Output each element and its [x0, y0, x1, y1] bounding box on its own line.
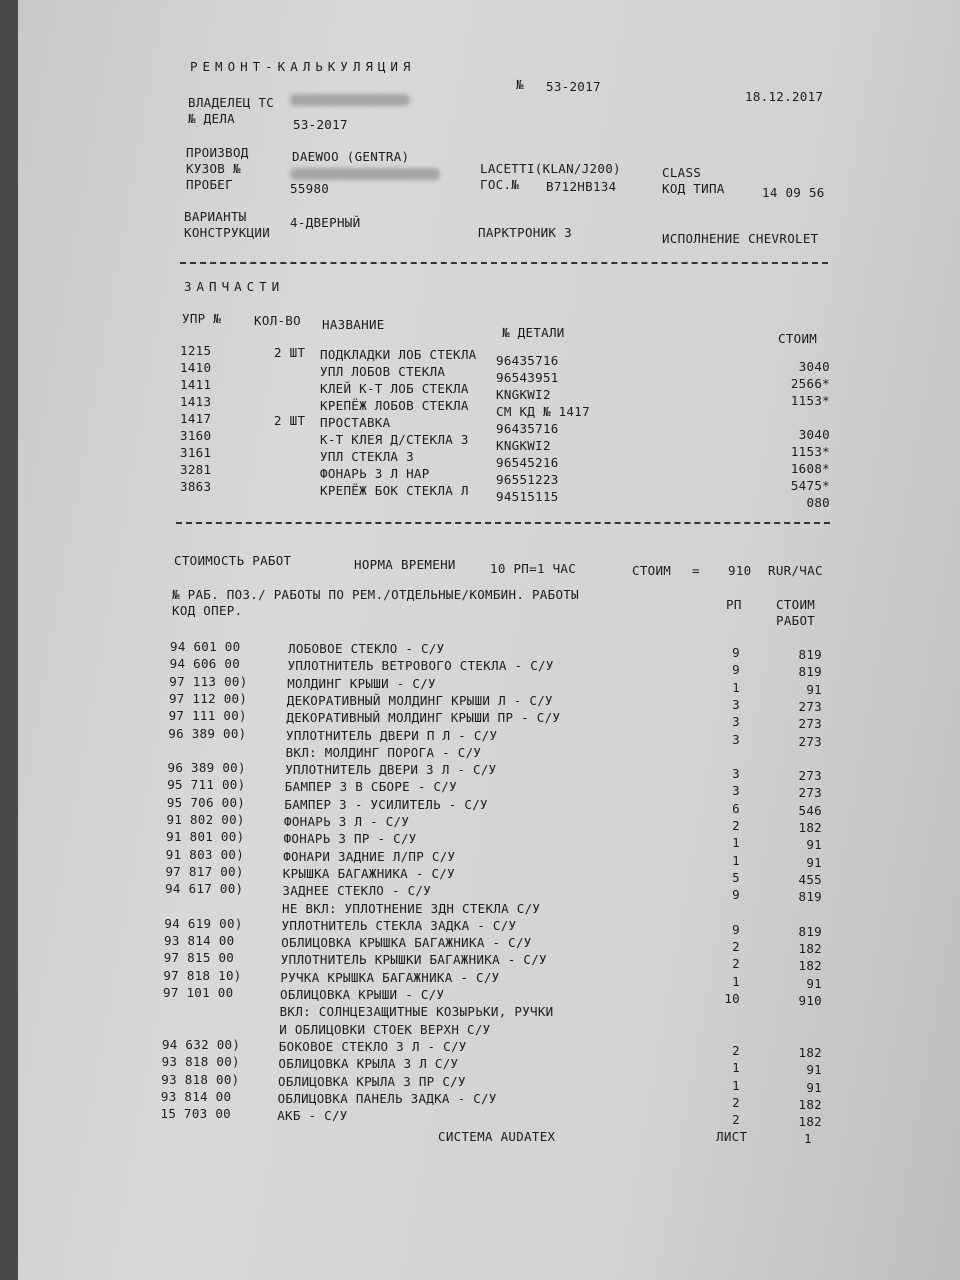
class-label: CLASS [662, 165, 702, 180]
work-description: УПЛОТНИТЕЛЬ ДВЕРИ З Л - С/У [285, 762, 497, 778]
works-col-cost-2: РАБОТ [776, 613, 816, 628]
part-name: ПОДКЛАДКИ ЛОБ СТЕКЛА [320, 347, 477, 362]
work-op-code: 97 815 00 [163, 950, 235, 966]
part-code: 3863 [180, 479, 212, 494]
works-col-cost-1: СТОИМ [776, 597, 816, 612]
work-description: КРЫШКА БАГАЖНИКА - С/У [282, 865, 455, 881]
part-cost: 1608* [790, 461, 830, 476]
parts-col-cost: СТОИМ [778, 331, 818, 346]
work-rp: 1 [732, 973, 740, 989]
work-rp: 1 [732, 852, 740, 868]
work-op-code: 97 112 00) [168, 690, 248, 706]
work-op-code: 95 706 00) [166, 794, 246, 810]
mileage-value: 55980 [290, 181, 330, 196]
work-cost: 91 [806, 1079, 822, 1095]
document-title: РЕМОНТ-КАЛЬКУЛЯЦИЯ [190, 59, 416, 74]
type-code-value: 14 09 56 [762, 185, 825, 200]
part-number: 96435716 [496, 353, 559, 368]
work-cost: 182 [798, 1114, 822, 1130]
part-cost: 1153* [790, 393, 830, 408]
type-code-label: КОД ТИПА [662, 181, 725, 196]
work-description: ОБЛИЦОВКА ПАНЕЛЬ ЗАДКА - С/У [277, 1090, 497, 1106]
work-description: БАМПЕР З - УСИЛИТЕЛЬ - С/У [284, 796, 488, 812]
part-cost: 3040 [798, 359, 830, 374]
work-op-code: 94 617 00) [165, 881, 244, 897]
work-op-code: 96 389 00) [168, 725, 247, 741]
work-op-code: 95 711 00) [167, 777, 246, 793]
footer-sheet-label: ЛИСТ [716, 1129, 748, 1144]
owner-label: ВЛАДЕЛЕЦ ТС [188, 95, 275, 110]
rate-equals: = [692, 563, 700, 578]
part-number: 96435716 [496, 421, 559, 436]
title-number-sign: № [516, 77, 524, 92]
part-name: УПЛ СТЕКЛА З [320, 449, 414, 464]
work-rp: 3 [732, 731, 740, 747]
work-rp: 9 [732, 921, 740, 937]
work-description: ФОНАРЬ З Л - С/У [284, 814, 410, 829]
parts-title: ЗАПЧАСТИ [184, 279, 285, 294]
work-rp: 9 [732, 662, 740, 678]
work-cost: 273 [798, 785, 822, 801]
work-description: ДЕКОРАТИВНЫЙ МОЛДИНГ КРЫШИ ПР - С/У [286, 710, 561, 726]
variants-value: 4-ДВЕРНЫЙ [290, 215, 361, 230]
part-number: KNGKWI2 [496, 387, 551, 402]
part-cost: 080 [806, 495, 830, 510]
redacted-owner [290, 94, 410, 106]
variants-label: ВАРИАНТЫ [184, 209, 247, 224]
work-op-code: 91 802 00) [166, 812, 245, 827]
work-rp: 9 [732, 887, 740, 903]
part-name: КЛЕЙ К-Т ЛОБ СТЕКЛА [320, 381, 469, 396]
work-description: УПЛОТНИТЕЛЬ ДВЕРИ П Л - С/У [286, 727, 498, 743]
work-description: И ОБЛИЦОВКИ СТОЕК ВЕРХН С/У [279, 1021, 491, 1037]
work-description: УПЛОТНИТЕЛЬ СТЕКЛА ЗАДКА - С/У [281, 917, 517, 933]
work-cost: 819 [798, 647, 822, 662]
work-op-code: 93 814 00 [160, 1088, 232, 1104]
plate-label: ГОС.№ [480, 177, 520, 192]
work-description: ФОНАРИ ЗАДНИЕ Л/ПР С/У [283, 848, 456, 864]
parts-col-name: НАЗВАНИЕ [322, 317, 385, 332]
work-rp: 3 [732, 766, 740, 782]
parts-col-part-no: № ДЕТАЛИ [502, 325, 565, 340]
works-col-header-2: КОД ОПЕР. [172, 603, 243, 618]
work-cost: 819 [798, 889, 822, 905]
work-rp: 2 [732, 1112, 740, 1128]
work-description: ФОНАРЬ З ПР - С/У [283, 831, 417, 847]
part-code: 1417 [180, 411, 212, 426]
work-cost: 819 [798, 664, 822, 680]
redacted-vin [290, 168, 440, 180]
case-label: № ДЕЛА [188, 111, 235, 126]
manufacturer-label: ПРОИЗВОД [186, 145, 249, 160]
work-cost: 91 [806, 1062, 822, 1078]
plate-value: В712НВ134 [546, 179, 617, 194]
norm-label: НОРМА ВРЕМЕНИ [354, 557, 456, 572]
part-number: 96551223 [496, 472, 559, 487]
part-number: СМ КД № 1417 [496, 404, 590, 419]
execution: ИСПОЛНЕНИЕ CHEVROLET [662, 231, 819, 246]
work-cost: 91 [806, 681, 822, 697]
mileage-label: ПРОБЕГ [186, 177, 233, 192]
work-rp: 5 [732, 869, 740, 885]
work-description: ОБЛИЦОВКА КРЫШИ - С/У [280, 987, 445, 1002]
work-cost: 91 [806, 854, 822, 870]
work-cost: 182 [798, 941, 822, 957]
work-cost: 182 [798, 958, 822, 974]
part-number: 96543951 [496, 370, 559, 385]
work-op-code: 91 803 00) [165, 846, 245, 862]
divider-header [180, 262, 828, 264]
work-op-code: 94 606 00 [169, 656, 241, 672]
manufacturer-value: DAEWOO (GENTRA) [292, 149, 410, 164]
work-description: БОКОВОЕ СТЕКЛО З Л - С/У [278, 1038, 467, 1054]
work-op-code: 97 113 00) [169, 673, 248, 689]
rate-value: 910 [728, 563, 752, 578]
work-description: НЕ ВКЛ: УПЛОТНЕНИЕ ЗДН СТЕКЛА С/У [282, 900, 541, 916]
work-description: БАМПЕР З В СБОРЕ - С/У [284, 779, 457, 795]
parts-col-code: УПР № [182, 311, 222, 326]
part-cost: 2566* [790, 376, 830, 391]
title-number: 53-2017 [546, 79, 601, 94]
divider-parts [176, 522, 830, 524]
work-rp: 3 [732, 783, 740, 799]
work-op-code: 93 818 00) [161, 1054, 240, 1070]
work-rp: 1 [732, 835, 740, 851]
work-rp: 2 [732, 1042, 740, 1058]
part-name: ПРОСТАВКА [320, 415, 391, 430]
rate-label: СТОИМ [632, 563, 672, 578]
document-date: 18.12.2017 [745, 89, 824, 104]
works-col-rp: РП [726, 597, 742, 612]
model-value: LACETTI(KLAN/J200) [480, 161, 621, 176]
work-cost: 273 [798, 768, 822, 784]
body-label: КУЗОВ № [186, 161, 241, 176]
work-description: ОБЛИЦОВКА КРЫШКА БАГАЖНИКА - С/У [281, 935, 532, 951]
part-cost: 1153* [790, 444, 830, 459]
work-rp: 2 [732, 956, 740, 972]
work-cost: 273 [798, 716, 822, 732]
work-description: УПЛОТНИТЕЛЬ КРЫШКИ БАГАЖНИКА - С/У [280, 952, 547, 968]
work-cost: 455 [798, 871, 822, 887]
rate-unit: RUR/ЧАС [768, 563, 823, 578]
work-rp: 6 [732, 800, 740, 816]
work-description: ОБЛИЦОВКА КРЫЛА З ПР С/У [278, 1073, 466, 1089]
part-code: 1411 [180, 377, 212, 392]
part-code: 1215 [180, 343, 212, 358]
part-name: КРЕПЁЖ ЛОБОВ СТЕКЛА [320, 398, 469, 413]
work-cost: 91 [806, 837, 822, 853]
work-op-code: 97 817 00) [165, 863, 244, 879]
work-rp: 3 [732, 714, 740, 730]
work-rp: 1 [732, 679, 740, 695]
work-op-code: 94 619 00) [164, 915, 243, 931]
work-cost: 182 [798, 820, 822, 835]
part-code: 1413 [180, 394, 212, 409]
work-description: ОБЛИЦОВКА КРЫЛА З Л С/У [278, 1056, 459, 1072]
work-rp: 1 [732, 1077, 740, 1093]
work-op-code: 94 601 00 [170, 639, 241, 654]
work-cost: 546 [798, 802, 822, 818]
part-code: 3160 [180, 428, 212, 443]
part-code: 3281 [180, 462, 212, 477]
work-cost: 273 [798, 698, 822, 714]
work-description: УПЛОТНИТЕЛЬ ВЕТРОВОГО СТЕКЛА - С/У [287, 658, 554, 674]
work-rp: 2 [732, 939, 740, 955]
case-value: 53-2017 [293, 117, 348, 132]
work-op-code: 97 818 10) [163, 967, 242, 983]
work-rp: 2 [732, 1094, 740, 1110]
part-qty: 2 ШТ [274, 345, 306, 360]
document-page [18, 0, 960, 1280]
work-description: ДЕКОРАТИВНЫЙ МОЛДИНГ КРЫШИ Л - С/У [286, 692, 553, 708]
part-code: 1410 [180, 360, 212, 375]
work-cost: 91 [806, 975, 822, 991]
footer-sheet-number: 1 [804, 1131, 812, 1146]
work-cost: 819 [798, 923, 822, 939]
work-rp: 3 [732, 696, 740, 712]
part-cost: 3040 [798, 427, 830, 442]
part-cost: 5475* [790, 478, 830, 493]
parktronic: ПАРКТРОНИК З [478, 225, 572, 240]
part-name: ФОНАРЬ З Л НАР [320, 466, 430, 481]
work-description: ВКЛ: СОЛНЦЕЗАЩИТНЫЕ КОЗЫРЬКИ, РУЧКИ [279, 1004, 554, 1020]
work-cost: 273 [798, 733, 822, 749]
part-number: 96545216 [496, 455, 559, 470]
work-op-code: 91 801 00) [166, 829, 245, 845]
part-name: КРЕПЁЖ БОК СТЕКЛА Л [320, 483, 469, 498]
part-name: К-Т КЛЕЯ Д/СТЕКЛА З [320, 432, 469, 447]
part-code: 3161 [180, 445, 212, 460]
binder-edge [0, 0, 18, 1280]
part-qty: 2 ШТ [274, 413, 306, 428]
part-number: KNGKWI2 [496, 438, 551, 453]
work-rp: 2 [732, 818, 740, 833]
work-op-code: 97 111 00) [168, 708, 247, 724]
work-rp: 1 [732, 1060, 740, 1076]
works-col-header-1: № РАБ. ПОЗ./ РАБОТЫ ПО РЕМ./ОТДЕЛЬНЫЕ/КОМБИН. РАБОТЫ [172, 587, 579, 602]
part-name: УПЛ ЛОБОВ СТЕКЛА [320, 364, 446, 379]
work-op-code: 93 814 00 [164, 933, 235, 949]
work-description: МОЛДИНГ КРЫШИ - С/У [287, 675, 436, 691]
footer-system: СИСТЕМА AUDATEX [438, 1129, 556, 1144]
work-op-code: 15 703 00 [160, 1106, 231, 1122]
work-op-code: 94 632 00) [161, 1036, 241, 1052]
work-op-code: 93 818 00) [161, 1071, 240, 1087]
work-description: АКБ - С/У [277, 1108, 348, 1124]
work-rp: 10 [724, 991, 740, 1006]
work-description: ВКЛ: МОЛДИНГ ПОРОГА - С/У [285, 744, 482, 760]
norm-value: 10 РП=1 ЧАС [490, 561, 577, 576]
parts-col-qty: КОЛ-ВО [254, 313, 301, 328]
work-cost: 182 [798, 1044, 822, 1060]
works-title: СТОИМОСТЬ РАБОТ [174, 553, 292, 568]
work-op-code: 96 389 00) [167, 760, 246, 776]
work-description: ЗАДНЕЕ СТЕКЛО - С/У [282, 883, 432, 899]
work-op-code: 97 101 00 [163, 985, 234, 1000]
work-description: ЛОБОВОЕ СТЕКЛО - С/У [288, 641, 445, 656]
work-description: РУЧКА КРЫШКА БАГАЖНИКА - С/У [280, 969, 500, 985]
work-cost: 910 [798, 993, 822, 1008]
work-rp: 9 [732, 645, 740, 660]
construction-label: КОНСТРУКЦИИ [184, 225, 271, 240]
part-number: 94515115 [496, 489, 559, 504]
work-cost: 182 [798, 1096, 822, 1112]
